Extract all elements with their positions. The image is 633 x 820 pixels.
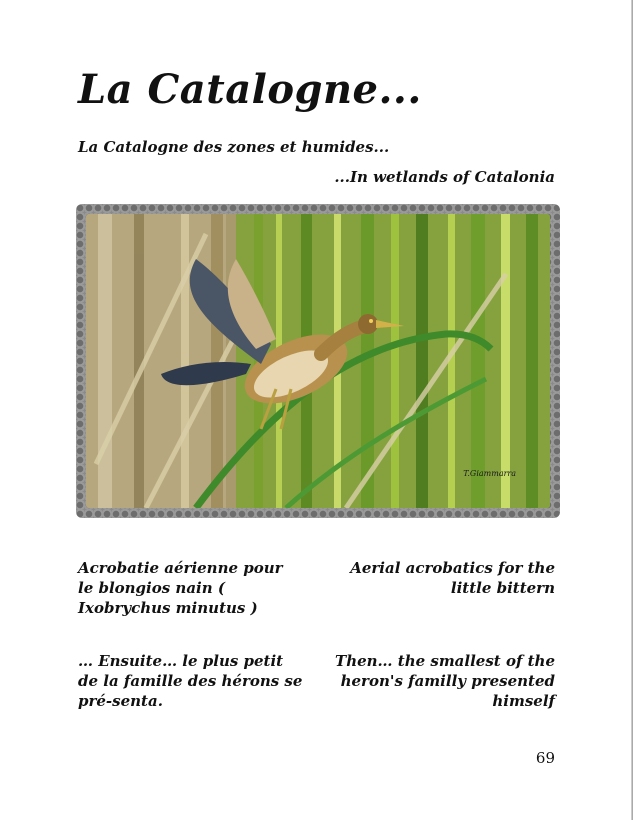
bittern-photo — [86, 214, 550, 508]
subtitle-french: La Catalogne des zones et humides... — [78, 138, 390, 156]
photographer-signature: T.Giammarra — [463, 469, 516, 478]
caption-french-2: … Ensuite… le plus petit de la famille des hérons se pré-senta. — [78, 652, 303, 710]
bittern-illustration — [86, 214, 550, 508]
subtitle-english: ...In wetlands of Catalonia — [334, 168, 555, 186]
caption-french-1: Acrobatie aérienne pour le blongios nain ( Ixobrychus minutus ) — [78, 559, 283, 617]
caption-english-2: Then… the smallest of the heron's familly presented himself — [335, 652, 555, 710]
page-title: La Catalogne... — [78, 66, 422, 113]
page-number: 69 — [535, 749, 555, 767]
caption-english-1: Aerial acrobatics for the little bittern — [350, 559, 555, 597]
pebble-photo-frame — [76, 204, 560, 518]
